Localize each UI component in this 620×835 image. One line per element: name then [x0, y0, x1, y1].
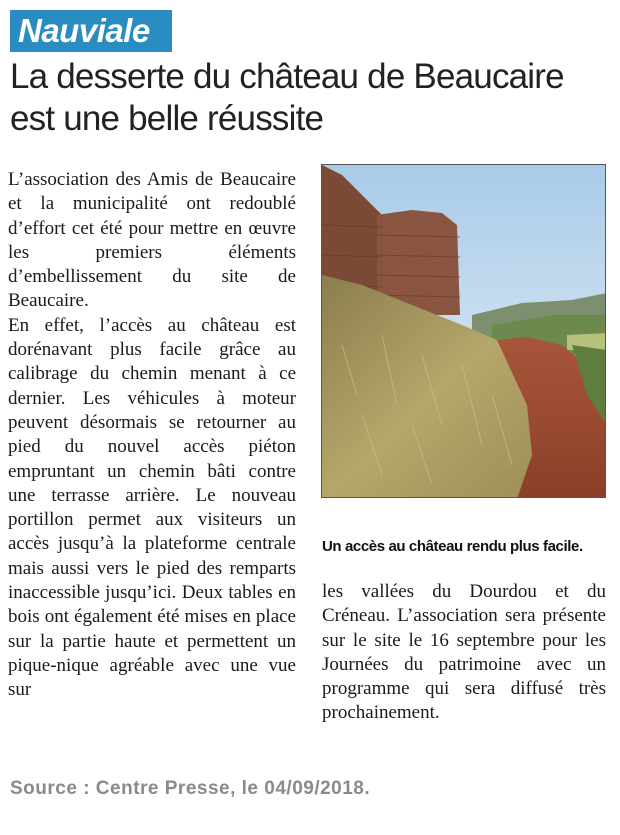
article-paragraph-3: les vallées du Dourdou et du Créneau. L’association sera présente sur le site le 16 septembre pour les Journées du patrimoine avec un programme qui sera diffusé très prochainement.	[322, 581, 606, 724]
article-right-column	[322, 580, 606, 726]
article-left-column	[8, 168, 296, 703]
source-credit: Source : Centre Presse, le 04/09/2018.	[10, 778, 371, 799]
article-headline: La desserte du château de Beaucaire est une belle réussite	[10, 57, 564, 138]
article-paragraph-2: En effet, l’accès au château est dorénavant plus facile grâce au calibrage du chemin menant à ce dernier. Les véhicules à moteur peuvent désormais se retourner au pied du nouvel accès piéton empruntant un chemin bâti contre une terrasse arrière. Le nouveau portillon permet aux visiteurs un accès jusqu’à la plateforme centrale mais aussi vers le pied des remparts inaccessible jusqu’ici. Deux tables en bois ont également été mises en place sur la partie haute et permettent un pique-nique agréable avec une vue sur	[8, 314, 296, 701]
article-paragraph-1: L’association des Amis de Beaucaire et la municipalité ont redoublé d’effort cet été pour mettre en œuvre les premiers éléments d’embellissement du site de Beaucaire.	[8, 169, 296, 312]
castle-photo	[321, 164, 606, 498]
section-rubric: Nauviale	[10, 10, 172, 52]
photo-caption: Un accès au château rendu plus facile.	[322, 538, 583, 555]
